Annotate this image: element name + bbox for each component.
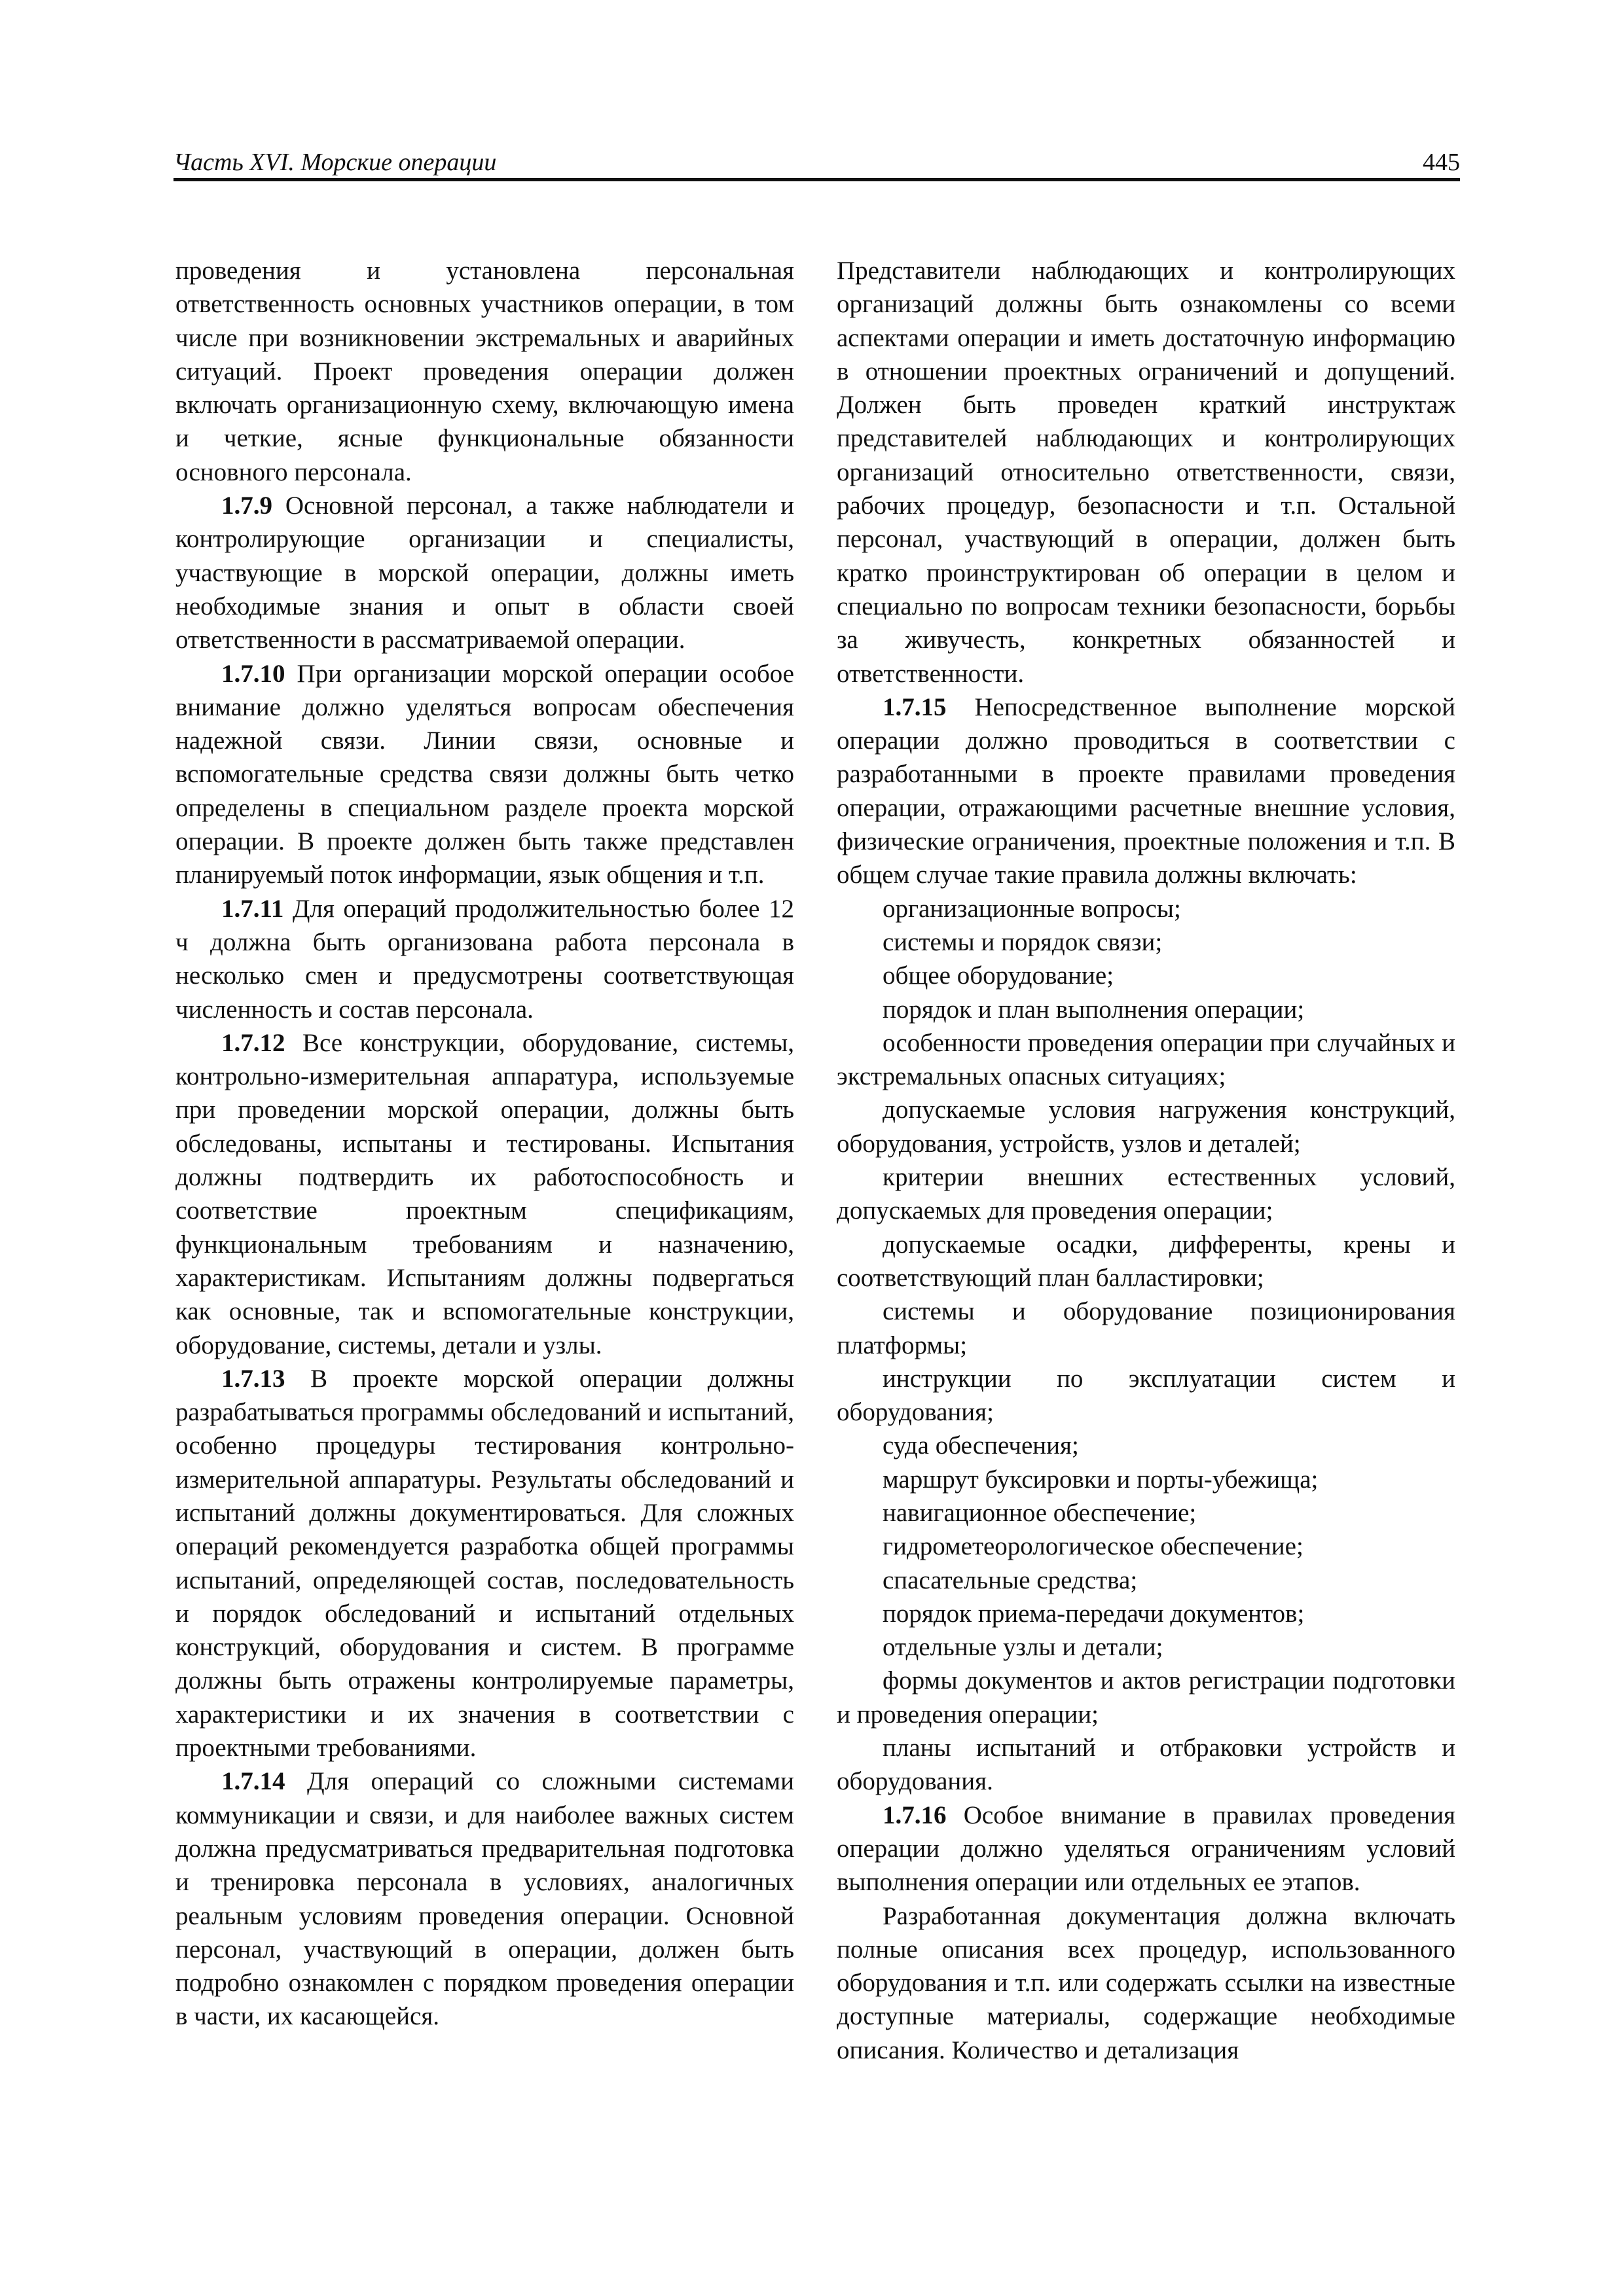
list-item-text: гидрометеорологическое обеспечение; [883, 1532, 1304, 1561]
paragraph-text: Представители наблюдающих и контролирующих организаций должны быть ознакомлены со всеми аспектами операции и иметь достаточную информацию в отношении проектных ограничений и допущений. Должен быть проведен краткий инструктаж представителей наблюдающих и контролирующих организаций относительно ответственности, связи, рабочих процедур, безопасности и т.п. Остальной персонал, участвующий в операции, должен быть кратко проинструктирован об операции в целом и специально по вопросам техники безопасности, борьбы за живучесть, конкретных обязанностей и ответственности. [837, 257, 1455, 688]
running-header [173, 145, 1460, 179]
left-column [175, 254, 794, 2034]
section-number: 1.7.16 [883, 1801, 947, 1829]
list-item-text: особенности проведения операции при случайных и экстремальных опасных ситуациях; [837, 1028, 1455, 1091]
paragraph [175, 1765, 794, 2033]
list-item [837, 892, 1455, 925]
list-item [837, 1093, 1455, 1160]
paragraph-text: В проекте морской операции должны разрабатываться программы обследований и испытаний, особенно процедуры тестирования контрольно-измерительной аппаратуры. Результаты обследований и испытаний должны документироваться. Для сложных операций рекомендуется разработка общей программы испытаний, определяющей состав, последовательность и порядок обследований и испытаний отдельных конструкций, оборудования и систем. В программе должны быть отражены контролируемые параметры, характеристики и их значения в соответствии с проектными требованиями. [175, 1364, 795, 1763]
list-item [837, 1597, 1455, 1630]
list-item [837, 1496, 1455, 1530]
right-column [837, 254, 1455, 2067]
section-number: 1.7.10 [221, 659, 285, 688]
paragraph-text: Для операций со сложными системами коммуникации и связи, и для наиболее важных систем должна предусматриваться предварительная подготовка и тренировка персонала в условиях, аналогичных реальным условиям проведения операции. Основной персонал, участвующий в операции, должен быть подробно ознакомлен с порядком проведения операции в части, их касающейся. [175, 1767, 794, 2031]
list-item [837, 1630, 1455, 1664]
list-item [837, 1228, 1455, 1295]
list-item-text: системы и порядок связи; [883, 927, 1163, 956]
paragraph [175, 1362, 794, 1765]
paragraph [837, 691, 1455, 892]
list-item-text: маршрут буксировки и порты-убежища; [883, 1465, 1319, 1494]
paragraph [837, 1899, 1455, 2067]
list-item [837, 1664, 1455, 1731]
list-item-text: инструкции по эксплуатации систем и оборудования; [837, 1364, 1455, 1427]
paragraph [175, 892, 794, 1026]
paragraph-text: Для операций продолжительностью более 12 ч должна быть организована работа персонала в несколько смен и предусмотрены соответствующая численность и состав персонала. [175, 894, 795, 1024]
section-number: 1.7.15 [883, 692, 947, 721]
list-item [837, 1731, 1455, 1799]
paragraph [837, 1799, 1455, 1899]
list-item-text: порядок приема-передачи документов; [883, 1599, 1305, 1628]
list-item [837, 993, 1455, 1026]
paragraph [175, 657, 794, 892]
list-item-text: общее оборудование; [883, 961, 1114, 990]
list-item [837, 1463, 1455, 1496]
list-item-text: навигационное обеспечение; [883, 1498, 1197, 1527]
paragraph-text: Особое внимание в правилах проведения операции должно уделяться ограничениям условий выполнения операции или отдельных ее этапов. [837, 1801, 1455, 1897]
list-item-text: суда обеспечения; [883, 1431, 1079, 1460]
list-item-text: планы испытаний и отбраковки устройств и оборудования. [837, 1734, 1455, 1796]
paragraph-text: проведения и установлена персональная ответственность основных участников операции, в том числе при возникновении экстремальных и аварийных ситуаций. Проект проведения операции должен включать организационную схему, включающую имена и четкие, ясные функциональные обязанности основного персонала. [175, 257, 794, 486]
paragraph [175, 254, 794, 489]
list-item [837, 959, 1455, 992]
header-rule [173, 178, 1460, 181]
section-number: 1.7.9 [221, 492, 272, 520]
list-item [837, 1564, 1455, 1597]
list-item [837, 1530, 1455, 1563]
page-number: 445 [1423, 149, 1460, 176]
paragraph-text: Все конструкции, оборудование, системы, контрольно-измерительная аппаратура, используемые при проведении морской операции, должны быть обследованы, испытаны и тестированы. Испытания должны подтвердить их работоспособность и соответствие проектным спецификациям, функциональным требованиям и назначению, характеристикам. Испытаниям должны подвергаться как основные, так и вспомогательные конструкции, оборудование, системы, детали и узлы. [175, 1028, 795, 1359]
list-item-text: допускаемые осадки, дифференты, крены и соответствующий план балластировки; [837, 1230, 1455, 1292]
list-item-text: системы и оборудование позиционирования платформы; [837, 1297, 1455, 1359]
list-item [837, 1295, 1455, 1362]
section-number: 1.7.13 [221, 1364, 285, 1393]
paragraph [175, 1026, 794, 1362]
list-item [837, 1160, 1455, 1228]
list-item-text: формы документов и актов регистрации подготовки и проведения операции; [837, 1666, 1455, 1729]
list-item-text: отдельные узлы и детали; [883, 1633, 1163, 1662]
paragraph [837, 254, 1455, 691]
list-item [837, 925, 1455, 959]
list-item-text: порядок и план выполнения операции; [883, 995, 1305, 1024]
list-item [837, 1026, 1455, 1094]
paragraph-text: Основной персонал, а также наблюдатели и контролирующие организации и специалисты, участвующие в морской операции, должны иметь необходимые знания и опыт в области своей ответственности в рассматриваемой операции. [175, 492, 794, 655]
paragraph [175, 489, 794, 656]
section-number: 1.7.11 [221, 894, 284, 923]
list-item [837, 1429, 1455, 1462]
section-number: 1.7.14 [221, 1767, 285, 1796]
list-item-text: организационные вопросы; [883, 894, 1181, 923]
paragraph-text: При организации морской операции особое внимание должно уделяться вопросам обеспечения надежной связи. Линии связи, основные и вспомогательные средства связи должны быть четко определены в специальном разделе проекта морской операции. В проекте должен быть также представлен планируемый поток информации, язык общения и т.п. [175, 659, 794, 889]
list-item-text: критерии внешних естественных условий, допускаемых для проведения операции; [837, 1163, 1455, 1225]
paragraph-text: Разработанная документация должна включать полные описания всех процедур, использованного оборудования и т.п. или содержать ссылки на известные доступные материалы, содержащие необходимые описания. Количество и детализация [837, 1901, 1455, 2064]
list-item-text: спасательные средства; [883, 1566, 1138, 1594]
paragraph-text: Непосредственное выполнение морской операции должно проводиться в соответствии с разработанными в проекте правилами проведения операции, отражающими расчетные внешние условия, физические ограничения, проектные положения и т.п. В общем случае такие правила должны включать: [837, 692, 1455, 889]
header-title: Часть XVI. Морские операции [173, 149, 497, 176]
list-item-text: допускаемые условия нагружения конструкций, оборудования, устройств, узлов и деталей; [837, 1096, 1455, 1158]
section-number: 1.7.12 [221, 1028, 285, 1057]
list-item [837, 1362, 1455, 1429]
